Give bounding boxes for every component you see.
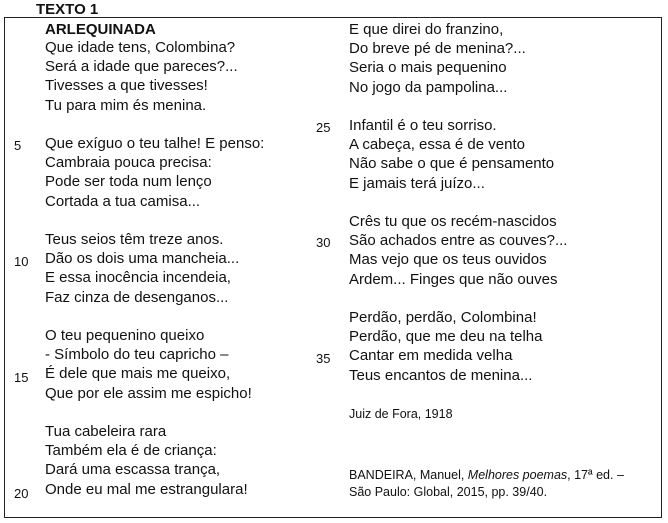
line-number: 5 — [14, 138, 22, 153]
verse-line: Tua cabeleira rara — [45, 423, 167, 440]
verse-line: E essa inocência incendeia, — [45, 269, 231, 287]
verse-line: É dele que mais me queixo, — [45, 365, 231, 383]
verse-line: Cantar em medida velha — [349, 347, 513, 365]
verse-line: Infantil é o teu sorriso. — [349, 117, 497, 134]
line-number: 10 — [14, 254, 29, 269]
citation-line-1 — [349, 468, 624, 482]
verse-line: Pode ser toda num lenço — [45, 173, 212, 191]
verse-line: Onde eu mal me estrangulara! — [45, 480, 248, 498]
verse-line: Do breve pé de menina?... — [349, 40, 526, 58]
line-number: 20 — [14, 486, 29, 501]
citation-line-2: São Paulo: Global, 2015, pp. 39/40. — [349, 485, 548, 499]
verse-line: E que direi do franzino, — [349, 21, 504, 38]
verse-line: No jogo da pampolina... — [349, 78, 508, 96]
verse-line: Será a idade que pareces?... — [45, 58, 238, 76]
line-number: 35 — [316, 351, 331, 366]
poem-title: ARLEQUINADA — [45, 21, 156, 38]
verse-line: Dará uma escassa trança, — [45, 461, 221, 479]
verse-line: Que exíguo o teu talhe! E penso: — [45, 135, 265, 152]
verse-line: Teus encantos de menina... — [349, 366, 533, 384]
verse-line: Também ela é de criança: — [45, 442, 217, 460]
citation-edition: , 17ª ed. – — [567, 468, 624, 482]
verse-line: Mas vejo que os teus ouvidos — [349, 251, 547, 269]
verse-line: Cambraia pouca precisa: — [45, 154, 212, 172]
line-number: 25 — [316, 120, 331, 135]
verse-line: São achados entre as couves?... — [349, 232, 568, 250]
verse-line: Perdão, perdão, Colombina! — [349, 309, 537, 326]
verse-line: Teus seios têm treze anos. — [45, 231, 224, 248]
verse-line: Seria o mais pequenino — [349, 59, 507, 77]
verse-line: Que por ele assim me espicho! — [45, 384, 252, 402]
verse-line: E jamais terá juízo... — [349, 174, 485, 192]
verse-line: Que idade tens, Colombina? — [45, 39, 236, 56]
verse-line: Tu para mim és menina. — [45, 96, 207, 114]
verse-line: Ardem... Finges que não ouves — [349, 270, 558, 288]
verse-line: Crês tu que os recém-nascidos — [349, 213, 557, 230]
verse-line: Cortada a tua camisa... — [45, 192, 201, 210]
place-date: Juiz de Fora, 1918 — [349, 407, 453, 421]
verse-line: O teu pequenino queixo — [45, 327, 205, 344]
citation-book: Melhores poemas — [467, 468, 568, 482]
line-number: 15 — [14, 370, 29, 385]
line-number: 30 — [316, 235, 331, 250]
verse-line: Perdão, que me deu na telha — [349, 328, 543, 346]
verse-line: - Símbolo do teu capricho – — [45, 346, 229, 364]
text-heading: TEXTO 1 — [36, 1, 99, 18]
verse-line: A cabeça, essa é de vento — [349, 136, 525, 154]
verse-line: Faz cinza de desenganos... — [45, 288, 229, 306]
verse-line: Não sabe o que é pensamento — [349, 155, 555, 173]
verse-line: Tivesses a que tivesses! — [45, 77, 208, 95]
verse-line: Dão os dois uma mancheia... — [45, 250, 240, 268]
citation-author: BANDEIRA, Manuel, — [349, 468, 468, 482]
